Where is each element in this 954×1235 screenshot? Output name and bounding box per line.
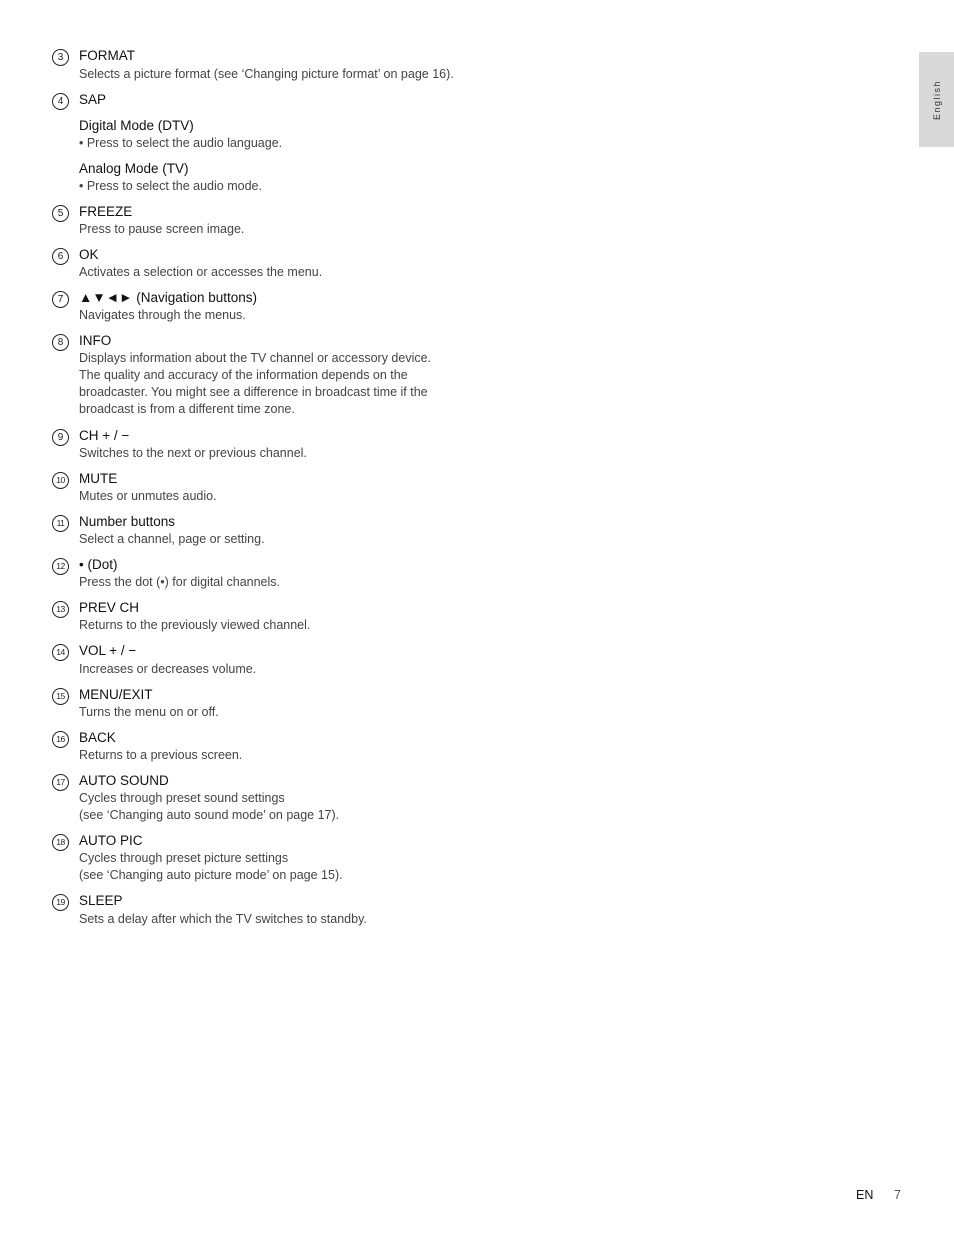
item-title: VOL + / − — [79, 643, 137, 658]
item-title: AUTO PIC — [79, 833, 143, 848]
item-description: Activates a selection or accesses the menu. — [79, 265, 323, 279]
item-description: Returns to the previously viewed channel. — [79, 618, 311, 632]
item-title: SAP — [79, 92, 107, 107]
item-number: 12 — [52, 558, 69, 575]
item-title: FREEZE — [79, 204, 133, 219]
item-description: Mutes or unmutes audio. — [79, 489, 217, 503]
item-number: 15 — [52, 688, 69, 705]
item-description: Cycles through preset sound settings — [79, 791, 285, 805]
item-title: MUTE — [79, 471, 118, 486]
item-title: OK — [79, 247, 99, 262]
item-description: • Press to select the audio mode. — [79, 179, 262, 193]
item-title: AUTO SOUND — [79, 773, 169, 788]
item-number: 5 — [52, 205, 69, 222]
item-number: 10 — [52, 472, 69, 489]
item-number: 3 — [52, 49, 69, 66]
item-description: The quality and accuracy of the information depends on the — [79, 368, 408, 382]
item-number: 9 — [52, 429, 69, 446]
item-description: Turns the menu on or off. — [79, 705, 219, 719]
item-title: CH + / − — [79, 428, 130, 443]
item-description: Switches to the next or previous channel. — [79, 446, 307, 460]
item-number: 19 — [52, 894, 69, 911]
item-title: Number buttons — [79, 514, 176, 529]
item-number: 8 — [52, 334, 69, 351]
item-subheading: Digital Mode (DTV) — [79, 118, 194, 133]
item-number: 13 — [52, 601, 69, 618]
item-description: Press to pause screen image. — [79, 222, 245, 236]
item-title: • (Dot) — [79, 557, 118, 572]
item-description: Sets a delay after which the TV switches to standby. — [79, 912, 367, 926]
item-title: ▲▼◄► (Navigation buttons) — [79, 290, 258, 305]
item-title: FORMAT — [79, 48, 135, 63]
item-description: Returns to a previous screen. — [79, 748, 243, 762]
item-title: BACK — [79, 730, 116, 745]
page-number: 7 — [894, 1188, 901, 1202]
footer-language-code: EN — [856, 1188, 874, 1202]
item-number: 11 — [52, 515, 69, 532]
item-title: PREV CH — [79, 600, 140, 615]
item-description: Press the dot (•) for digital channels. — [79, 575, 281, 589]
language-tab-label: English — [931, 79, 942, 120]
item-title: SLEEP — [79, 893, 123, 908]
language-tab — [919, 52, 954, 147]
item-description: Selects a picture format (see ‘Changing picture format’ on page 16). — [79, 67, 454, 81]
item-number: 4 — [52, 93, 69, 110]
item-title: MENU/EXIT — [79, 687, 153, 702]
item-description: • Press to select the audio language. — [79, 136, 283, 150]
item-description: Cycles through preset picture settings — [79, 851, 289, 865]
item-number: 17 — [52, 774, 69, 791]
item-description: Select a channel, page or setting. — [79, 532, 265, 546]
item-description: Navigates through the menus. — [79, 308, 246, 322]
item-description: broadcast is from a different time zone. — [79, 402, 295, 416]
item-number: 14 — [52, 644, 69, 661]
item-description: broadcaster. You might see a difference in broadcast time if the — [79, 385, 428, 399]
item-description: Increases or decreases volume. — [79, 662, 257, 676]
item-number: 16 — [52, 731, 69, 748]
item-number: 18 — [52, 834, 69, 851]
item-subheading: Analog Mode (TV) — [79, 161, 189, 176]
item-title: INFO — [79, 333, 112, 348]
item-number: 6 — [52, 248, 69, 265]
item-description: Displays information about the TV channel or accessory device. — [79, 351, 432, 365]
item-number: 7 — [52, 291, 69, 308]
item-description: (see ‘Changing auto sound mode’ on page 17). — [79, 808, 340, 822]
item-description: (see ‘Changing auto picture mode’ on page 15). — [79, 868, 343, 882]
